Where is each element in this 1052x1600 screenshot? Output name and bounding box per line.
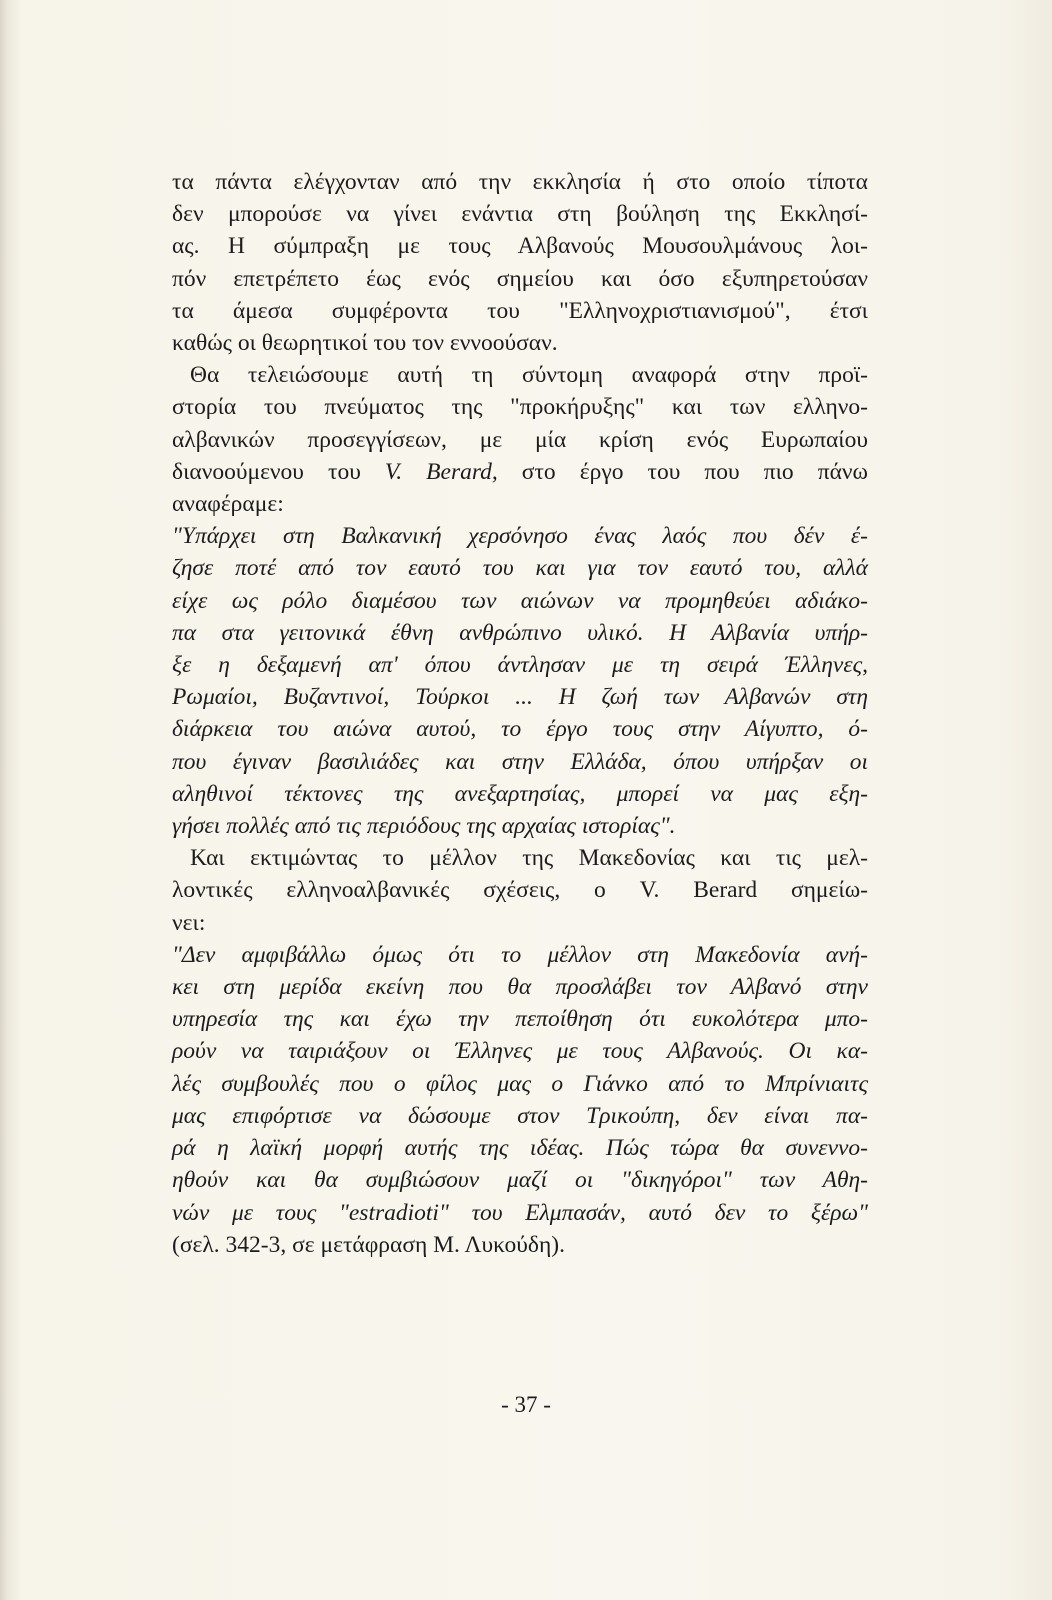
text-segment: στο έργο του που πιο πάνω [497, 458, 868, 485]
text-line: καθώς οι θεωρητικοί του τον εννοούσαν. [172, 330, 558, 357]
text-line: ας. Η σύμπραξη με τους Αλβανούς Μουσουλμάνους λοι- [172, 233, 868, 260]
quote-line: γήσει πολλές από τις περιόδους της αρχαίας ιστορίας". [172, 813, 676, 840]
text-line: στορία του πνεύματος της "προκήρυξης" και των ελληνο- [172, 394, 868, 421]
quote-line: ρούν να ταιριάξουν οι Έλληνες με τους Αλβανούς. Οι κα- [172, 1038, 868, 1065]
quote-line: νών με τους "estradioti" του Ελμπασάν, αυτό δεν το ξέρω" [172, 1199, 868, 1226]
quote-line: ξε η δεξαμενή απ' όπου άντλησαν με τη σειρά Έλληνες, [172, 652, 868, 679]
page-number: - 37 - [501, 1392, 551, 1417]
text-line: πόν επετρέπετο έως ενός σημείου και όσο εξυπηρετούσαν [172, 265, 868, 292]
quote-line: ρά η λαϊκή μορφή αυτής της ιδέας. Πώς τώρα θα συνεννο- [172, 1135, 868, 1162]
quote-line: πα στα γειτονικά έθνη ανθρώπινο υλικό. Η Αλβανία υπήρ- [172, 619, 868, 646]
quote-line: μας επιφόρτισε να δώσουμε στον Τρικούπη, δεν είναι πα- [172, 1102, 868, 1129]
text-line: αλβανικών προσεγγίσεων, με μία κρίση ενός Ευρωπαίου [172, 426, 868, 453]
quote-line: ζησε ποτέ από τον εαυτό του και για τον εαυτό του, αλλά [172, 555, 868, 582]
text-line: Θα τελειώσουμε αυτή τη σύντομη αναφορά στην προϊ- [190, 362, 868, 389]
page-body-text [172, 166, 868, 1261]
text-line: νει: [172, 909, 206, 936]
text-line: δεν μπορούσε να γίνει ενάντια στη βούληση της Εκκλησί- [172, 201, 868, 228]
paragraph-3 [172, 842, 868, 939]
text-segment: διανοούμενου του [172, 458, 385, 485]
quote-line: διάρκεια του αιώνα αυτού, το έργο τους στην Αίγυπτο, ό- [172, 716, 868, 743]
text-line: τα πάντα ελέγχονταν από την εκκλησία ή στο οποίο τίποτα [172, 169, 868, 195]
author-name: V. Berard, [384, 458, 498, 485]
quote-line: "Δεν αμφιβάλλω όμως ότι το μέλλον στη Μακεδονία ανή- [172, 941, 868, 968]
quote-line: αληθινοί τέκτονες της ανεξαρτησίας, μπορεί να μας εξη- [172, 780, 868, 807]
quote-line: κει στη μερίδα εκείνη που θα προσλάβει τον Αλβανό στην [172, 974, 868, 1001]
paragraph-2 [172, 359, 868, 520]
quote-line: που έγιναν βασιλιάδες και στην Ελλάδα, όπου υπήρξαν οι [172, 748, 868, 775]
quote-2 [172, 939, 868, 1261]
quote-line: λές συμβουλές που ο φίλος μας ο Γιάνκο από το Μπρίνιαιτς [172, 1070, 868, 1097]
quote-line: είχε ως ρόλο διαμέσου των αιώνων να προμηθεύει αδιάκο- [172, 587, 868, 614]
quote-line: ηθούν και θα συμβιώσουν μαζί οι "δικηγόροι" των Αθη- [172, 1167, 868, 1194]
quote-line: "Υπάρχει στη Βαλκανική χερσόνησο ένας λαός που δέν έ- [172, 523, 868, 550]
text-line: αναφέραμε: [172, 491, 284, 518]
citation: (σελ. 342-3, σε μετάφραση Μ. Λυκούδη). [172, 1231, 565, 1258]
quote-1 [172, 520, 868, 842]
text-line: Και εκτιμώντας το μέλλον της Μακεδονίας και τις μελ- [190, 845, 868, 872]
text-line [172, 456, 868, 488]
quote-line: υπηρεσία της και έχω την πεποίθηση ότι ευκολότερα μπο- [172, 1006, 868, 1033]
paragraph-1 [172, 166, 868, 359]
quote-line: Ρωμαίοι, Βυζαντινοί, Τούρκοι ... Η ζωή των Αλβανών στη [172, 684, 868, 711]
text-line: λοντικές ελληνοαλβανικές σχέσεις, ο V. Berard σημείω- [172, 877, 868, 904]
text-line: τα άμεσα συμφέροντα του "Ελληνοχριστιανισμού", έτσι [172, 297, 868, 324]
